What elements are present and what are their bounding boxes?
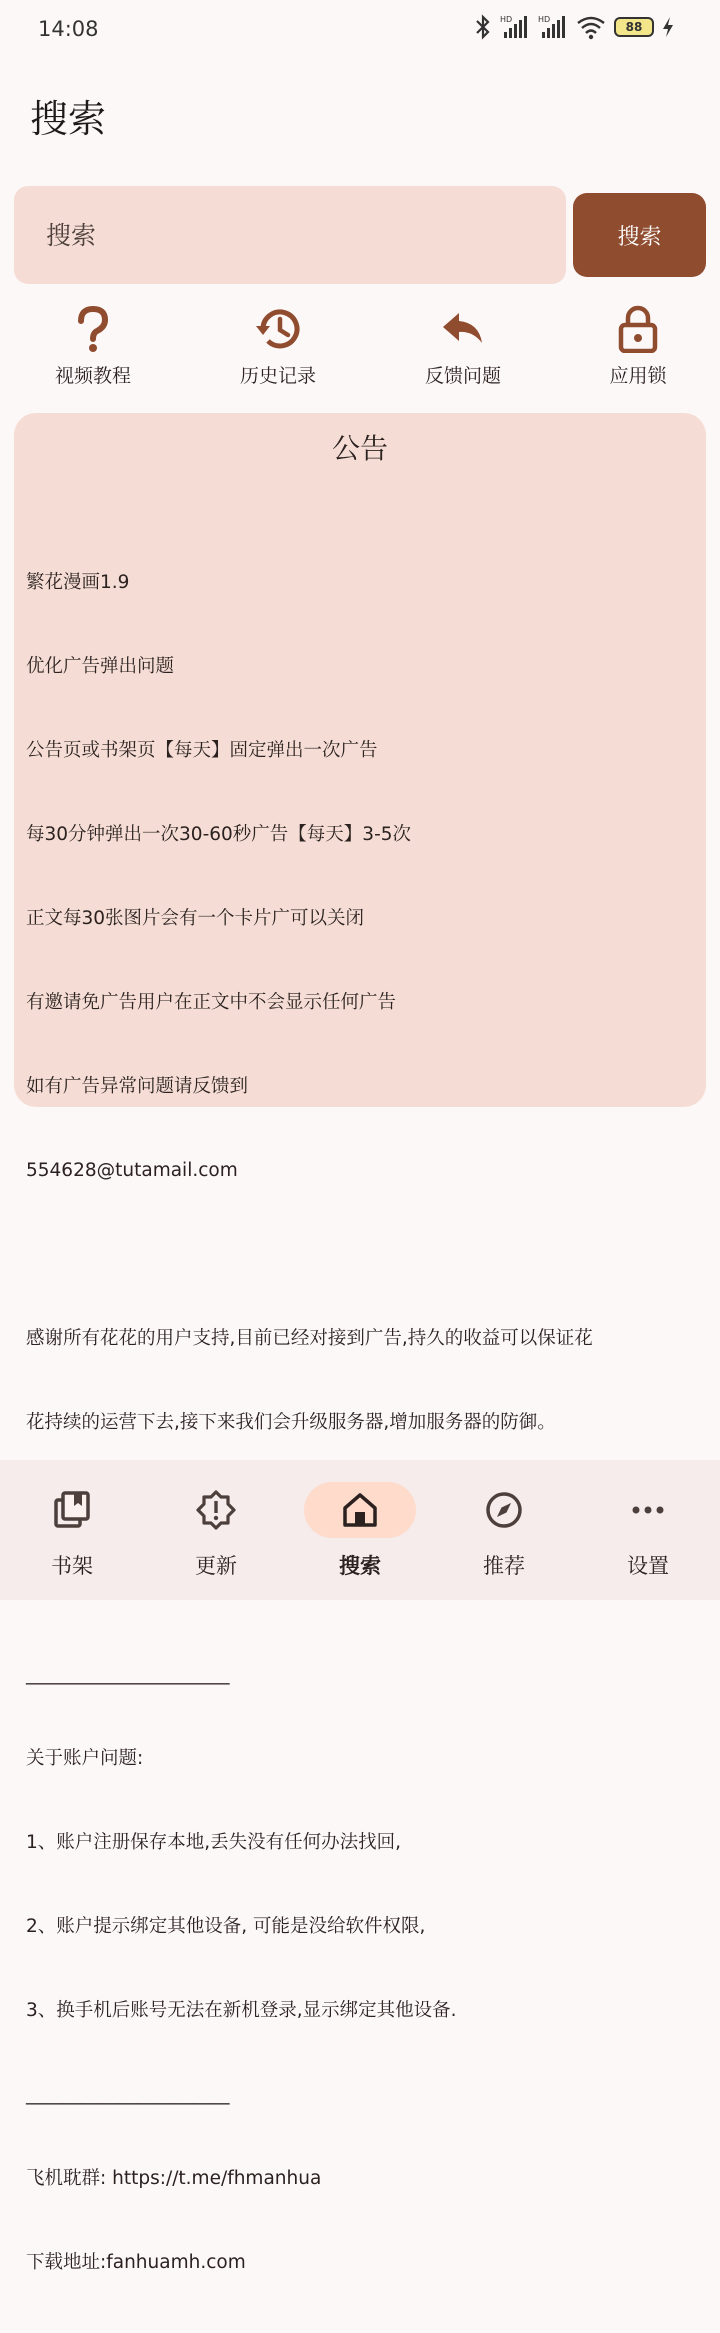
battery-icon: 88 <box>614 17 654 37</box>
status-time: 14:08 <box>38 17 99 41</box>
wifi-icon <box>576 14 606 40</box>
signal-icon <box>500 14 530 40</box>
notice-line: 关于账户问题: <box>26 1748 144 1769</box>
qa-label: 视频教程 <box>54 365 131 387</box>
search-box[interactable] <box>14 186 566 284</box>
history-icon <box>254 305 302 353</box>
notice-telegram-link[interactable]: 飞机耽群: https://t.me/fhmanhua <box>26 2168 322 2189</box>
bookshelf-icon <box>52 1490 92 1530</box>
notice-divider: ______________________ <box>26 1664 230 1685</box>
feedback-button[interactable] <box>388 305 538 388</box>
notice-line: 感谢所有花花的用户支持,目前已经对接到广告,持久的收益可以保证花 <box>26 1328 593 1349</box>
svg-text:HD: HD <box>538 15 551 24</box>
app-lock-button[interactable] <box>563 305 713 388</box>
qa-label: 应用锁 <box>609 365 667 387</box>
notice-download-link[interactable]: 下载地址:fanhuamh.com <box>26 2252 246 2273</box>
page-title: 搜索 <box>30 97 107 141</box>
qa-label: 反馈问题 <box>424 365 501 387</box>
notice-line: 有邀请免广告用户在正文中不会显示任何广告 <box>26 992 397 1013</box>
home-icon <box>340 1490 380 1530</box>
bluetooth-icon <box>474 14 492 40</box>
lock-icon <box>616 305 660 353</box>
nav-label: 推荐 <box>483 1554 525 1578</box>
status-icons <box>474 14 674 40</box>
notice-title: 公告 <box>331 432 388 465</box>
search-input[interactable] <box>44 220 528 251</box>
nav-label: 书架 <box>51 1554 93 1578</box>
nav-bookshelf[interactable] <box>12 1482 132 1580</box>
nav-recommend[interactable] <box>444 1482 564 1580</box>
nav-label: 搜索 <box>339 1554 381 1578</box>
nav-label: 设置 <box>627 1554 669 1578</box>
more-dots-icon <box>628 1490 668 1530</box>
notice-line: 公告页或书架页【每天】固定弹出一次广告 <box>26 740 378 761</box>
update-alert-icon <box>196 1490 236 1530</box>
nav-label: 更新 <box>195 1554 237 1578</box>
compass-icon <box>484 1490 524 1530</box>
nav-search[interactable] <box>300 1482 420 1580</box>
question-icon <box>71 305 115 353</box>
status-bar <box>0 0 720 62</box>
notice-line: 优化广告弹出问题 <box>26 656 175 677</box>
notice-email-link[interactable]: 554628@tutamail.com <box>26 1160 238 1181</box>
charging-icon <box>662 16 674 38</box>
notice-body <box>26 513 698 2333</box>
notice-line: 正文每30张图片会有一个卡片广可以关闭 <box>26 908 365 929</box>
search-button[interactable]: 搜索 <box>573 193 706 277</box>
notice-line <box>26 1241 698 1269</box>
history-button[interactable] <box>203 305 353 388</box>
svg-text:HD: HD <box>500 15 513 24</box>
notice-line: 花持续的运营下去,接下来我们会升级服务器,增加服务器的防御。 <box>26 1412 556 1433</box>
notice-line: 3、换手机后账号无法在新机登录,显示绑定其他设备. <box>26 2000 457 2021</box>
signal-icon <box>538 14 568 40</box>
notice-line: 每30分钟弹出一次30-60秒广告【每天】3-5次 <box>26 824 412 845</box>
qa-label: 历史记录 <box>239 365 316 387</box>
notice-line: 2、账户提示绑定其他设备, 可能是没给软件权限, <box>26 1916 426 1937</box>
bottom-nav <box>0 1460 720 1600</box>
notice-line: 繁花漫画1.9 <box>26 572 130 593</box>
notice-line: 1、账户注册保存本地,丢失没有任何办法找回, <box>26 1832 402 1853</box>
notice-divider: ______________________ <box>26 2084 230 2105</box>
reply-icon <box>439 305 487 353</box>
video-tutorial-button[interactable] <box>18 305 168 388</box>
notice-line: 如有广告异常问题请反馈到 <box>26 1076 249 1097</box>
nav-updates[interactable] <box>156 1482 276 1580</box>
nav-settings[interactable] <box>588 1482 708 1580</box>
quick-actions <box>0 305 720 397</box>
